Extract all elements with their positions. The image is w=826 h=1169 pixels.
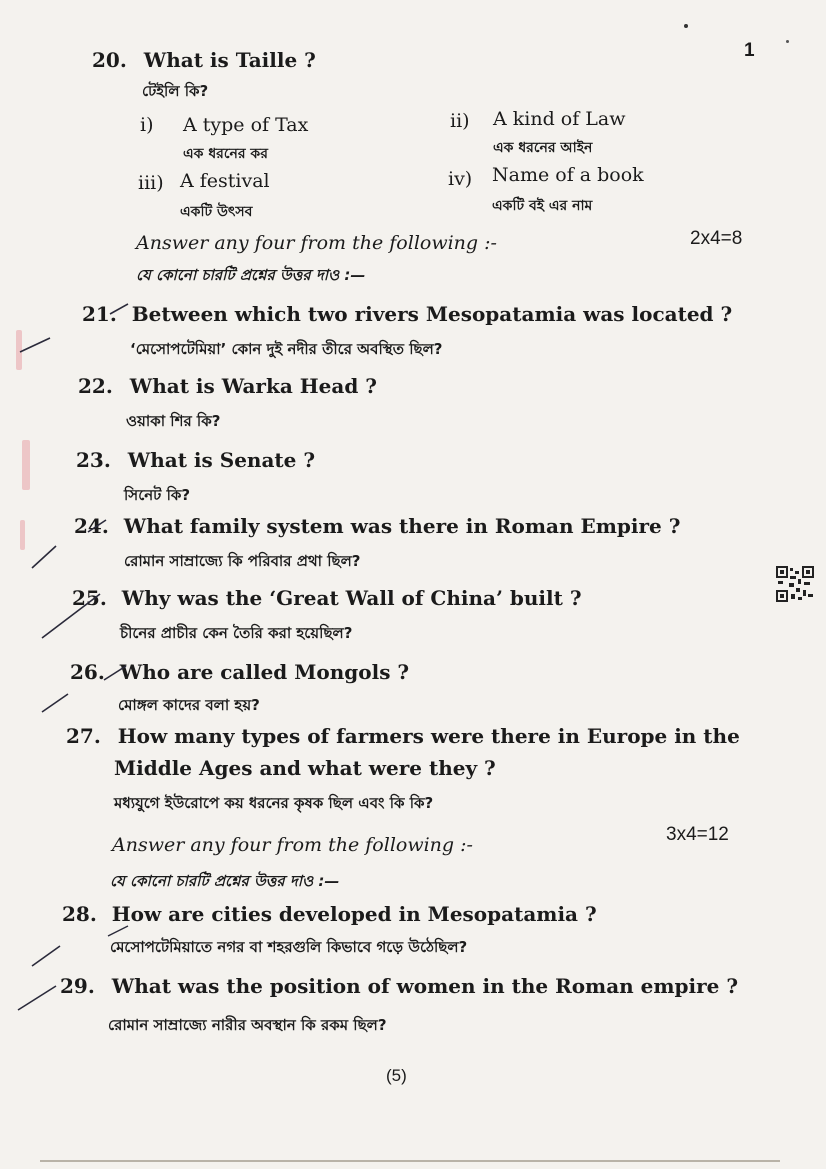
bottom-edge-line: [40, 1160, 780, 1162]
ink-dot: [786, 40, 789, 43]
question-number: 26.: [70, 660, 105, 684]
red-smudge: [20, 520, 25, 550]
marks-top: 1: [744, 40, 755, 61]
question-number: 22.: [78, 374, 113, 398]
red-smudge: [16, 330, 22, 370]
option-text: Name of a book: [492, 164, 644, 186]
question-23: [76, 448, 315, 472]
section-marks: 2x4=8: [690, 228, 743, 249]
option-text-bengali: একটি বই এর নাম: [492, 198, 593, 214]
question-22-bengali: ওয়াকা শির কি?: [126, 412, 221, 430]
question-24: [74, 514, 680, 538]
section-instruction: Answer any four from the following :-: [112, 834, 473, 856]
question-25: [72, 586, 582, 610]
option-text-bengali: এক ধরনের আইন: [493, 140, 593, 156]
question-21: [82, 302, 732, 326]
option-text: A type of Tax: [183, 114, 309, 136]
question-29-bengali: রোমান সাম্রাজ্যে নারীর অবস্থান কি রকম ছিল?: [108, 1016, 387, 1034]
question-28: [62, 902, 597, 926]
question-21-bengali: ‘মেসোপটেমিয়া’ কোন দুই নদীর তীরে অবস্থিত ছিল?: [130, 340, 443, 358]
question-text: What is Taille ?: [143, 48, 316, 72]
section-marks: 3x4=12: [666, 824, 729, 845]
option-label: iii): [138, 172, 164, 194]
question-text: What was the position of women in the Roman empire ?: [111, 974, 739, 998]
question-text: Between which two rivers Mesopatamia was located ?: [131, 302, 733, 326]
question-25-bengali: চীনের প্রাচীর কেন তৈরি করা হয়েছিল?: [120, 624, 353, 642]
question-number: 21.: [82, 302, 117, 326]
question-23-bengali: সিনেট কি?: [124, 486, 191, 504]
section-instruction: Answer any four from the following :-: [136, 232, 497, 254]
section-instruction-bengali: যে কোনো চারটি প্রশ্নের উত্তর দাও :—: [110, 872, 340, 890]
option-text: A kind of Law: [493, 108, 626, 130]
question-20: [92, 48, 316, 72]
question-20-bengali: টেইলি কি?: [142, 82, 209, 100]
question-24-bengali: রোমান সাম্রাজ্যে কি পরিবার প্রথা ছিল?: [124, 552, 361, 570]
question-number: 25.: [72, 586, 107, 610]
option-label: iv): [448, 168, 473, 190]
section-instruction-bengali: যে কোনো চারটি প্রশ্নের উত্তর দাও :—: [136, 266, 366, 284]
question-text: Who are called Mongols ?: [119, 660, 410, 684]
question-text: What family system was there in Roman Empire ?: [123, 514, 681, 538]
question-number: 27.: [66, 724, 101, 748]
question-28-bengali: মেসোপটেমিয়াতে নগর বা শহরগুলি কিভাবে গড়ে উঠেছিল?: [110, 938, 468, 956]
question-26: [70, 660, 409, 684]
question-27-bengali: মধ্যযুগে ইউরোপে কয় ধরনের কৃষক ছিল এবং কি কি?: [114, 794, 434, 812]
option-label: i): [140, 114, 154, 136]
option-label: ii): [450, 110, 470, 132]
question-number: 28.: [62, 902, 97, 926]
question-26-bengali: মোঙ্গল কাদের বলা হয়?: [118, 696, 260, 714]
option-text: A festival: [180, 170, 270, 192]
question-text: What is Senate ?: [127, 448, 316, 472]
page-number: (5): [386, 1066, 407, 1085]
option-text-bengali: একটি উৎসব: [180, 204, 253, 220]
question-27: [66, 724, 740, 748]
question-text: What is Warka Head ?: [129, 374, 377, 398]
question-22: [78, 374, 377, 398]
question-27-line2: Middle Ages and what were they ?: [114, 756, 496, 780]
question-text: How many types of farmers were there in Europe in the: [117, 724, 740, 748]
question-number: 24.: [74, 514, 109, 538]
red-smudge: [22, 440, 30, 490]
ink-dot: [684, 24, 688, 28]
question-number: 29.: [60, 974, 95, 998]
question-text: How are cities developed in Mesopatamia ?: [111, 902, 597, 926]
question-number: 23.: [76, 448, 111, 472]
option-text-bengali: এক ধরনের কর: [183, 146, 268, 162]
qr-code-icon: [776, 566, 814, 602]
question-29: [60, 974, 738, 998]
question-number: 20.: [92, 48, 127, 72]
question-text: Why was the ‘Great Wall of China’ built ?: [121, 586, 582, 610]
